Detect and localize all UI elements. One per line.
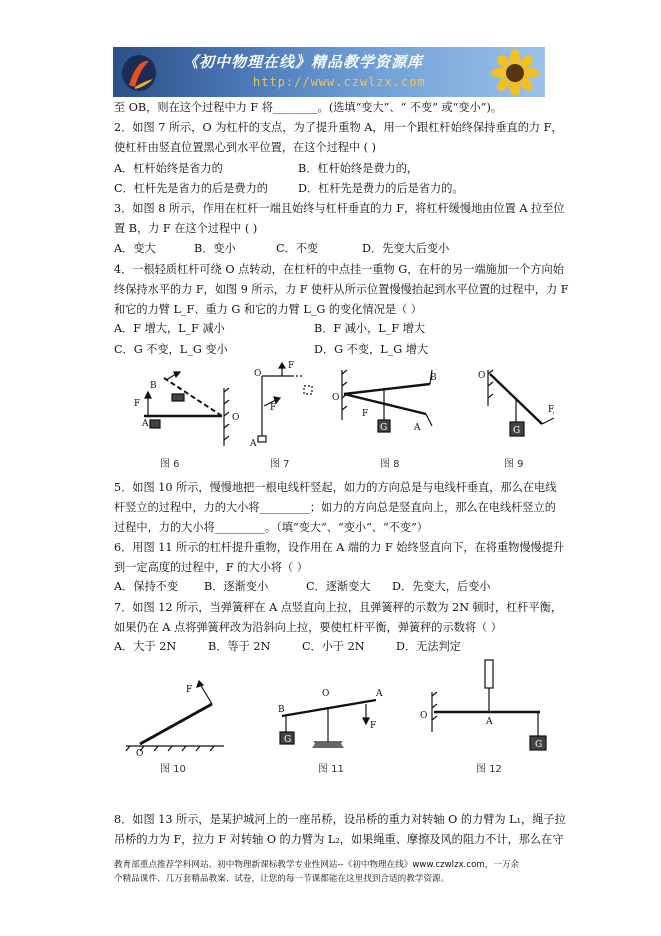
fig9-label-g: G xyxy=(513,426,521,436)
figures-row-1 xyxy=(114,360,554,472)
q4-line3: 和它的力臂 L_F、重力 G 和它的力臂 L_G 的变化情况是（ ） xyxy=(114,303,422,316)
q7-line2: 如果仍在 A 点将弹簧秤改为沿斜向上拉，要使杠杆平衡，弹簧秤的示数将（ ） xyxy=(114,621,502,634)
fig7-label-a: A xyxy=(250,439,257,449)
q2-option-c: C．杠杆先是省力的后是费力的 xyxy=(114,182,268,195)
caption-fig8: 图 8 xyxy=(380,459,400,470)
q7-option-d: D．无法判定 xyxy=(396,640,461,653)
figures-row-2 xyxy=(114,656,554,760)
q5-line1: 5．如图 10 所示，慢慢地把一根电线杆竖起，如力的方向总是与电线杆垂直，那么在电线 xyxy=(114,481,557,494)
q3-line1: 3．如图 8 所示，作用在杠杆一端且始终与杠杆垂直的力 F，将杠杆缓慢地由位置 A 拉至位 xyxy=(114,202,565,215)
fig8-label-f: F xyxy=(362,409,369,419)
q6-line1: 6．用图 11 所示的杠杆提升重物，设作用在 A 端的力 F 始终竖直向下，在将重物慢慢提升 xyxy=(114,541,565,554)
q6-option-a: A．保持不变 xyxy=(114,580,179,593)
fig8-label-o: O xyxy=(332,393,340,403)
fig7-label-f1: F xyxy=(288,361,295,371)
q2-option-a: A．杠杆始终是省力的 xyxy=(114,162,223,175)
q7-option-c: C．小于 2N xyxy=(302,640,365,653)
fig12-label-a: A xyxy=(486,717,493,727)
fig8-label-b: B xyxy=(430,373,437,383)
q4-option-b: B．F 减小，L_F 增大 xyxy=(314,322,426,335)
q5-line2: 杆竖立的过程中，力的大小将_________；如力的方向总是竖直向上，那么在电线杆竖立的 xyxy=(114,501,556,514)
caption-fig10: 图 10 xyxy=(160,764,186,775)
page-footer xyxy=(114,858,559,886)
q8-line2: 吊桥的力为 F，拉力 F 对转轴 O 的力臂为 L₂，如果绳重、摩擦及风的阻力不计，那么在守 xyxy=(114,833,564,846)
fig11-label-b: B xyxy=(278,705,285,715)
fig6-label-o: O xyxy=(232,413,240,423)
q2-option-d: D．杠杆先是费力的后是省力的。 xyxy=(298,182,464,195)
q6-option-d: D．先变大，后变小 xyxy=(392,580,491,593)
q1-tail: 至 OB，则在这个过程中力 F 将________。(选填“变大”、“ 不变” 或“变小”)。 xyxy=(114,101,503,114)
q4-option-c: C．G 不变，L_G 变小 xyxy=(114,343,228,356)
fig6-label-b: B xyxy=(150,381,157,391)
q3-option-b: B．变小 xyxy=(194,242,236,255)
q4-option-a: A．F 增大，L_F 减小 xyxy=(114,322,225,335)
q6-line2: 到一定高度的过程中，F 的大小将（ ） xyxy=(114,561,308,574)
caption-fig7: 图 7 xyxy=(270,459,290,470)
q3-option-d: D．先变大后变小 xyxy=(362,242,450,255)
fig11-label-f: F xyxy=(370,721,377,731)
q8-line1: 8．如图 13 所示，是某护城河上的一座吊桥，设吊桥的重力对转轴 O 的力臂为 L₁，绳子拉 xyxy=(114,813,566,826)
q5-line3: 过程中，力的大小将_________。（填“变大”、“变小”、“不变”） xyxy=(114,521,428,534)
q7-option-a: A．大于 2N xyxy=(114,640,177,653)
q4-line2: 终保持水平的力 F，如图 9 所示，力 F 使杆从所示位置慢慢抬起到水平位置的过程中，力 F xyxy=(114,283,569,296)
q6-option-b: B．逐渐变小 xyxy=(204,580,269,593)
fig12-label-g: G xyxy=(535,740,543,750)
site-logo-icon xyxy=(119,51,159,93)
fig6-label-f: F xyxy=(134,399,141,409)
fig10-label-o: O xyxy=(136,749,144,759)
site-url[interactable]: http://www.czwlzx.com xyxy=(253,75,426,89)
site-title: 《初中物理在线》精品教学资源库 xyxy=(183,53,424,71)
fig11-label-o: O xyxy=(322,689,330,699)
fig8-label-g: G xyxy=(380,423,388,433)
footer-line-1: 教育部重点推荐学科网站、初中物理新课标教学专业性网站--《初中物理在线》www.czwlzx.com，一万余 xyxy=(114,860,520,870)
caption-fig12: 图 12 xyxy=(476,764,502,775)
q2-option-b: B．杠杆始终是费力的， xyxy=(298,162,419,175)
q2-line1: 2．如图 7 所示，O 为杠杆的支点，为了提升重物 A，用一个跟杠杆始终保持垂直的力 F， xyxy=(114,121,563,134)
caption-fig6: 图 6 xyxy=(160,459,180,470)
q4-option-d: D．G 不变，L_G 增大 xyxy=(314,343,429,356)
q4-line1: 4．一根轻质杠杆可绕 O 点转动，在杠杆的中点挂一重物 G，在杆的另一端施加一个方向始 xyxy=(114,263,564,276)
q3-option-c: C．不变 xyxy=(276,242,319,255)
fig8-label-a: A xyxy=(414,423,421,433)
fig9-label-o: O xyxy=(478,371,486,381)
fig11-label-g: G xyxy=(284,735,292,745)
fig6-label-a: A xyxy=(142,419,149,429)
header-banner xyxy=(113,47,545,97)
caption-fig11: 图 11 xyxy=(318,764,344,775)
fig12-label-o: O xyxy=(420,711,428,721)
q7-line1: 7．如图 12 所示，当弹簧秤在 A 点竖直向上拉，且弹簧秤的示数为 2N 顿时，杠杆平衡， xyxy=(114,601,563,614)
fig10-label-f: F xyxy=(186,685,193,695)
sunflower-icon xyxy=(481,49,541,95)
q6-option-c: C．逐渐变大 xyxy=(306,580,371,593)
fig7-label-o: O xyxy=(254,369,262,379)
q2-line2: 使杠杆由竖直位置黑心到水平位置，在这个过程中 ( ) xyxy=(114,141,376,154)
fig11-label-a: A xyxy=(376,689,383,699)
fig7-label-f2: F xyxy=(270,403,277,413)
q7-option-b: B．等于 2N xyxy=(208,640,271,653)
footer-line-2: 个精品课件、几万套精品教案、试卷，让您的每一节课都能在这里找到合适的教学资源。 xyxy=(114,874,450,884)
q3-line2: 置 B，力 F 在这个过程中 ( ) xyxy=(114,222,258,235)
q3-option-a: A．变大 xyxy=(114,242,156,255)
caption-fig9: 图 9 xyxy=(504,459,524,470)
fig9-label-f: F xyxy=(548,405,554,415)
